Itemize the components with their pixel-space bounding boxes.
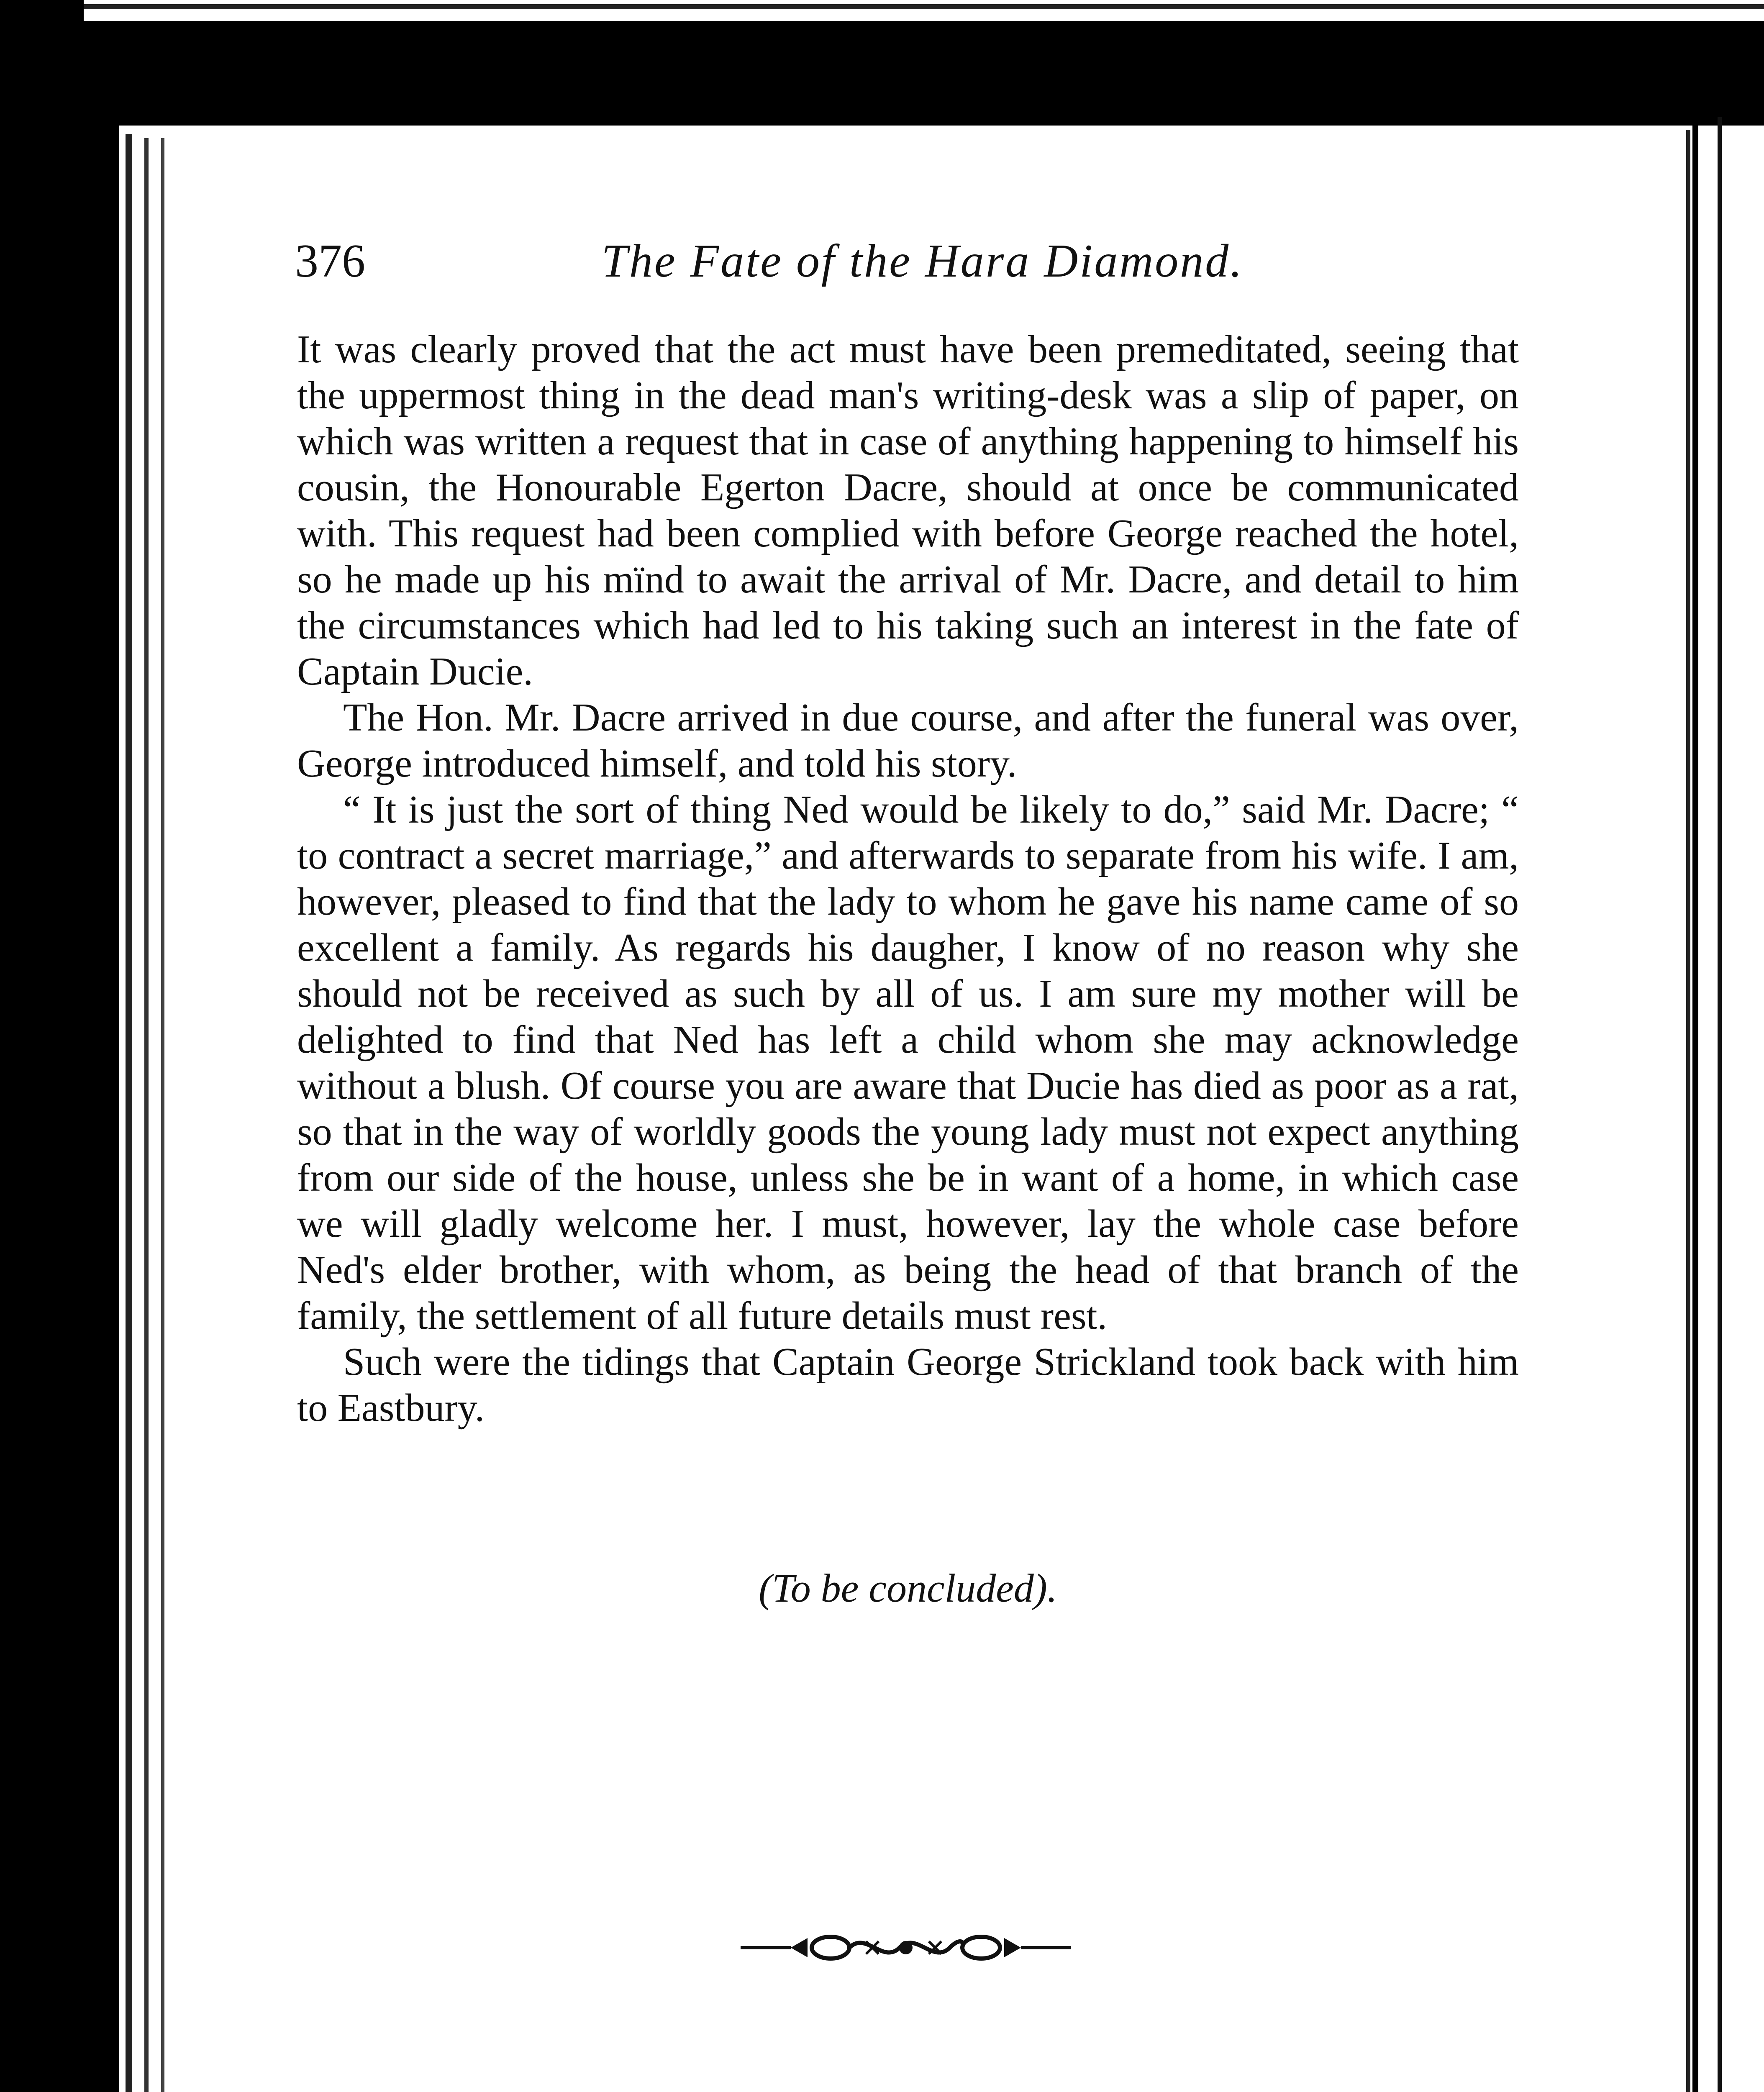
next-page-edge: [1692, 126, 1764, 2092]
page-edge-line: [126, 134, 132, 2092]
scan-left-margin: [0, 0, 84, 2092]
body-text: [297, 326, 1519, 1431]
scan-top-edge: [0, 0, 1764, 21]
page-edge-line: [161, 138, 164, 2092]
paragraph: The Hon. Mr. Dacre arrived in due course, and after the funeral was over, George introduced himself, and told his story.: [297, 696, 1519, 785]
paragraph: “ It is just the sort of thing Ned would be likely to do,” said Mr. Dacre; “ to contract a secret marriage,” and afterwards to separate from his wife. I am, however, pleased to find that the lady to whom he gave his name came of so excellent a family. As regards his daugher, I know of no reason why she should not be received as such by all of us. I am sure my mother will be delighted to find that Ned has left a child whom she may acknowledge without a blush. Of course you are aware that Ducie has died as poor as a rat, so that in the way of worldly goods the young lady must not expect anything from our side of the house, unless she be in want of a home, in which case we will gladly welcome her. I must, however, lay the whole case before Ned's elder brother, with whom, as being the head of that branch of the family, the settlement of all future details must rest.: [297, 788, 1519, 1338]
paragraph: It was clearly proved that the act must have been premeditated, seeing that the uppermost thing in the dead man's writing-desk was a slip of paper, on which was written a request that in case of anything happening to himself his cousin, the Honourable Egerton Dacre, should at once be communicated with. This request had been complied with before George reached the hotel, so he made up his mïnd to await the arrival of Mr. Dacre, and detail to him the circumstances which had led to his taking such an interest in the fate of Captain Ducie.: [297, 328, 1519, 693]
decorative-ornament-icon: [741, 1929, 1071, 1966]
to-be-concluded-note: (To be concluded).: [759, 1566, 1057, 1610]
scan-top-line: [0, 4, 1764, 9]
page-edge-line: [144, 138, 149, 2092]
page-edge-line: [1718, 117, 1722, 2092]
running-title: The Fate of the Hara Diamond.: [601, 235, 1244, 287]
paragraph: Such were the tidings that Captain George Strickland took back with him to Eastbury.: [297, 1340, 1519, 1430]
running-head: [295, 234, 1533, 293]
page-number: 376: [295, 235, 365, 287]
